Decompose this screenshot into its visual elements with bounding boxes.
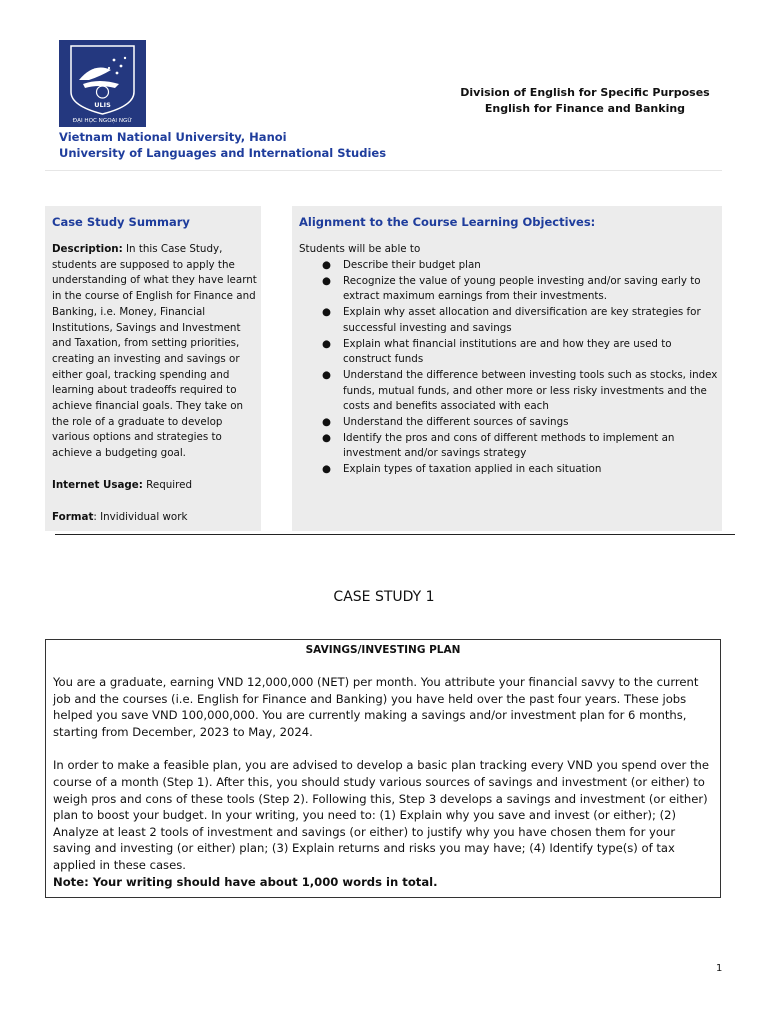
objectives-panel — [292, 206, 722, 531]
format-value: : Invidividual work — [93, 510, 188, 523]
objectives-intro: Students will be able to — [299, 243, 421, 255]
internet-label: Internet Usage: — [52, 478, 143, 491]
note — [53, 874, 713, 891]
format-label: Format — [52, 510, 94, 523]
bullet-icon: ● — [322, 259, 331, 271]
bullet-icon: ● — [322, 306, 331, 319]
paragraph-2: In order to make a feasible plan, you are advised to develop a basic plan tracking every VND you spend over the course of a month (Step 1). After this, you should study various sources of savings and investment (or either) to weigh pros and cons of these tools (Step 2). Following this, Step 3 develops a savings and investment (or either) plan to boost your budget. In your writing, you need to: (1) Explain why you save and invest (or either); (2) Analyze at least 2 tools of investment and savings (or either) to justify why you have chosen them for your saving and investing (or either) plan; (3) Explain returns and risks you may have; (4) Identify type(s) of tax applied in these cases. — [53, 758, 709, 872]
list-item: ● Recognize the value of young people investing and/or saving early to extract maximum earnings from their investments. — [322, 274, 701, 303]
description-text: In this Case Study, students are supposed to apply the understanding of what they have learnt in the course of English for Finance and Banking, i.e. Money, Financial Institutions, Savings and Investment and Taxation, from setting priorities, creating an investing and savings or either goal, tracking spending and learning about tradeoffs required to achieve financial goals. They take on the role of a graduate to develop various options and strategies to achieve a budgeting goal. — [52, 243, 257, 460]
page-number: 1 — [716, 963, 723, 974]
bullet-icon: ● — [322, 431, 331, 444]
savings-plan-box — [45, 639, 721, 898]
summary-title: Case Study Summary — [52, 215, 190, 229]
division-header — [440, 85, 730, 117]
university-line-2: University of Languages and International Studies — [59, 146, 387, 160]
objectives-list — [299, 258, 719, 478]
division-line-2: English for Finance and Banking — [484, 102, 686, 115]
bullet-icon: ● — [322, 337, 331, 350]
division-line-1: Division of English for Specific Purposes — [460, 86, 710, 99]
bullet-icon: ● — [322, 463, 331, 476]
section-divider — [55, 534, 735, 535]
bullet-icon: ● — [322, 416, 331, 429]
list-item: ● Explain why asset allocation and diversification are key strategies for successful investing and savings — [322, 306, 701, 334]
list-item: ● Describe their budget plan — [299, 258, 719, 274]
list-item: ● Explain types of taxation applied in each situation — [299, 462, 719, 478]
logo-caption: ĐẠI HỌC NGOẠI NGỮ — [72, 118, 133, 124]
list-item: ● Identify the pros and cons of different methods to implement an investment and/or savings strategy — [322, 431, 675, 460]
university-logo — [59, 40, 146, 127]
list-item: ● Explain what financial institutions are and how they are used to construct funds — [322, 337, 672, 366]
box-title: SAVINGS/INVESTING PLAN — [305, 644, 461, 656]
list-item: ● Understand the difference between investing tools such as stocks, index funds, mutual funds, and other more or less risky investments and the costs and benefits associated with each — [322, 368, 718, 413]
bullet-icon: ● — [322, 274, 331, 287]
bullet-icon: ● — [322, 368, 331, 381]
paragraph-1: You are a graduate, earning VND 12,000,000 (NET) per month. You attribute your financial savvy to the current job and the courses (i.e. English for Finance and Banking) you have held over the past four years. These jobs helped you save VND 100,000,000. You are currently making a savings and/or investment plan for 6 months, starting from December, 2023 to May, 2024. — [53, 675, 699, 739]
internet-usage — [52, 478, 260, 494]
case-study-summary-panel — [45, 206, 261, 531]
university-line-1: Vietnam National University, Hanoi — [59, 130, 287, 144]
box-body — [53, 674, 713, 890]
format — [52, 510, 260, 526]
logo-text: ULIS — [94, 101, 111, 109]
objectives-title: Alignment to the Course Learning Objectives: — [299, 215, 596, 229]
note-text: Note: Your writing should have about 1,000 words in total. — [53, 874, 438, 889]
list-item: ● Understand the different sources of savings — [299, 415, 719, 431]
description — [52, 242, 260, 462]
university-name — [59, 129, 386, 161]
description-label: Description: — [52, 243, 123, 255]
summary-body — [52, 242, 260, 525]
case-study-heading: CASE STUDY 1 — [333, 589, 435, 605]
internet-value: Required — [142, 478, 192, 491]
header-rule — [45, 170, 722, 171]
